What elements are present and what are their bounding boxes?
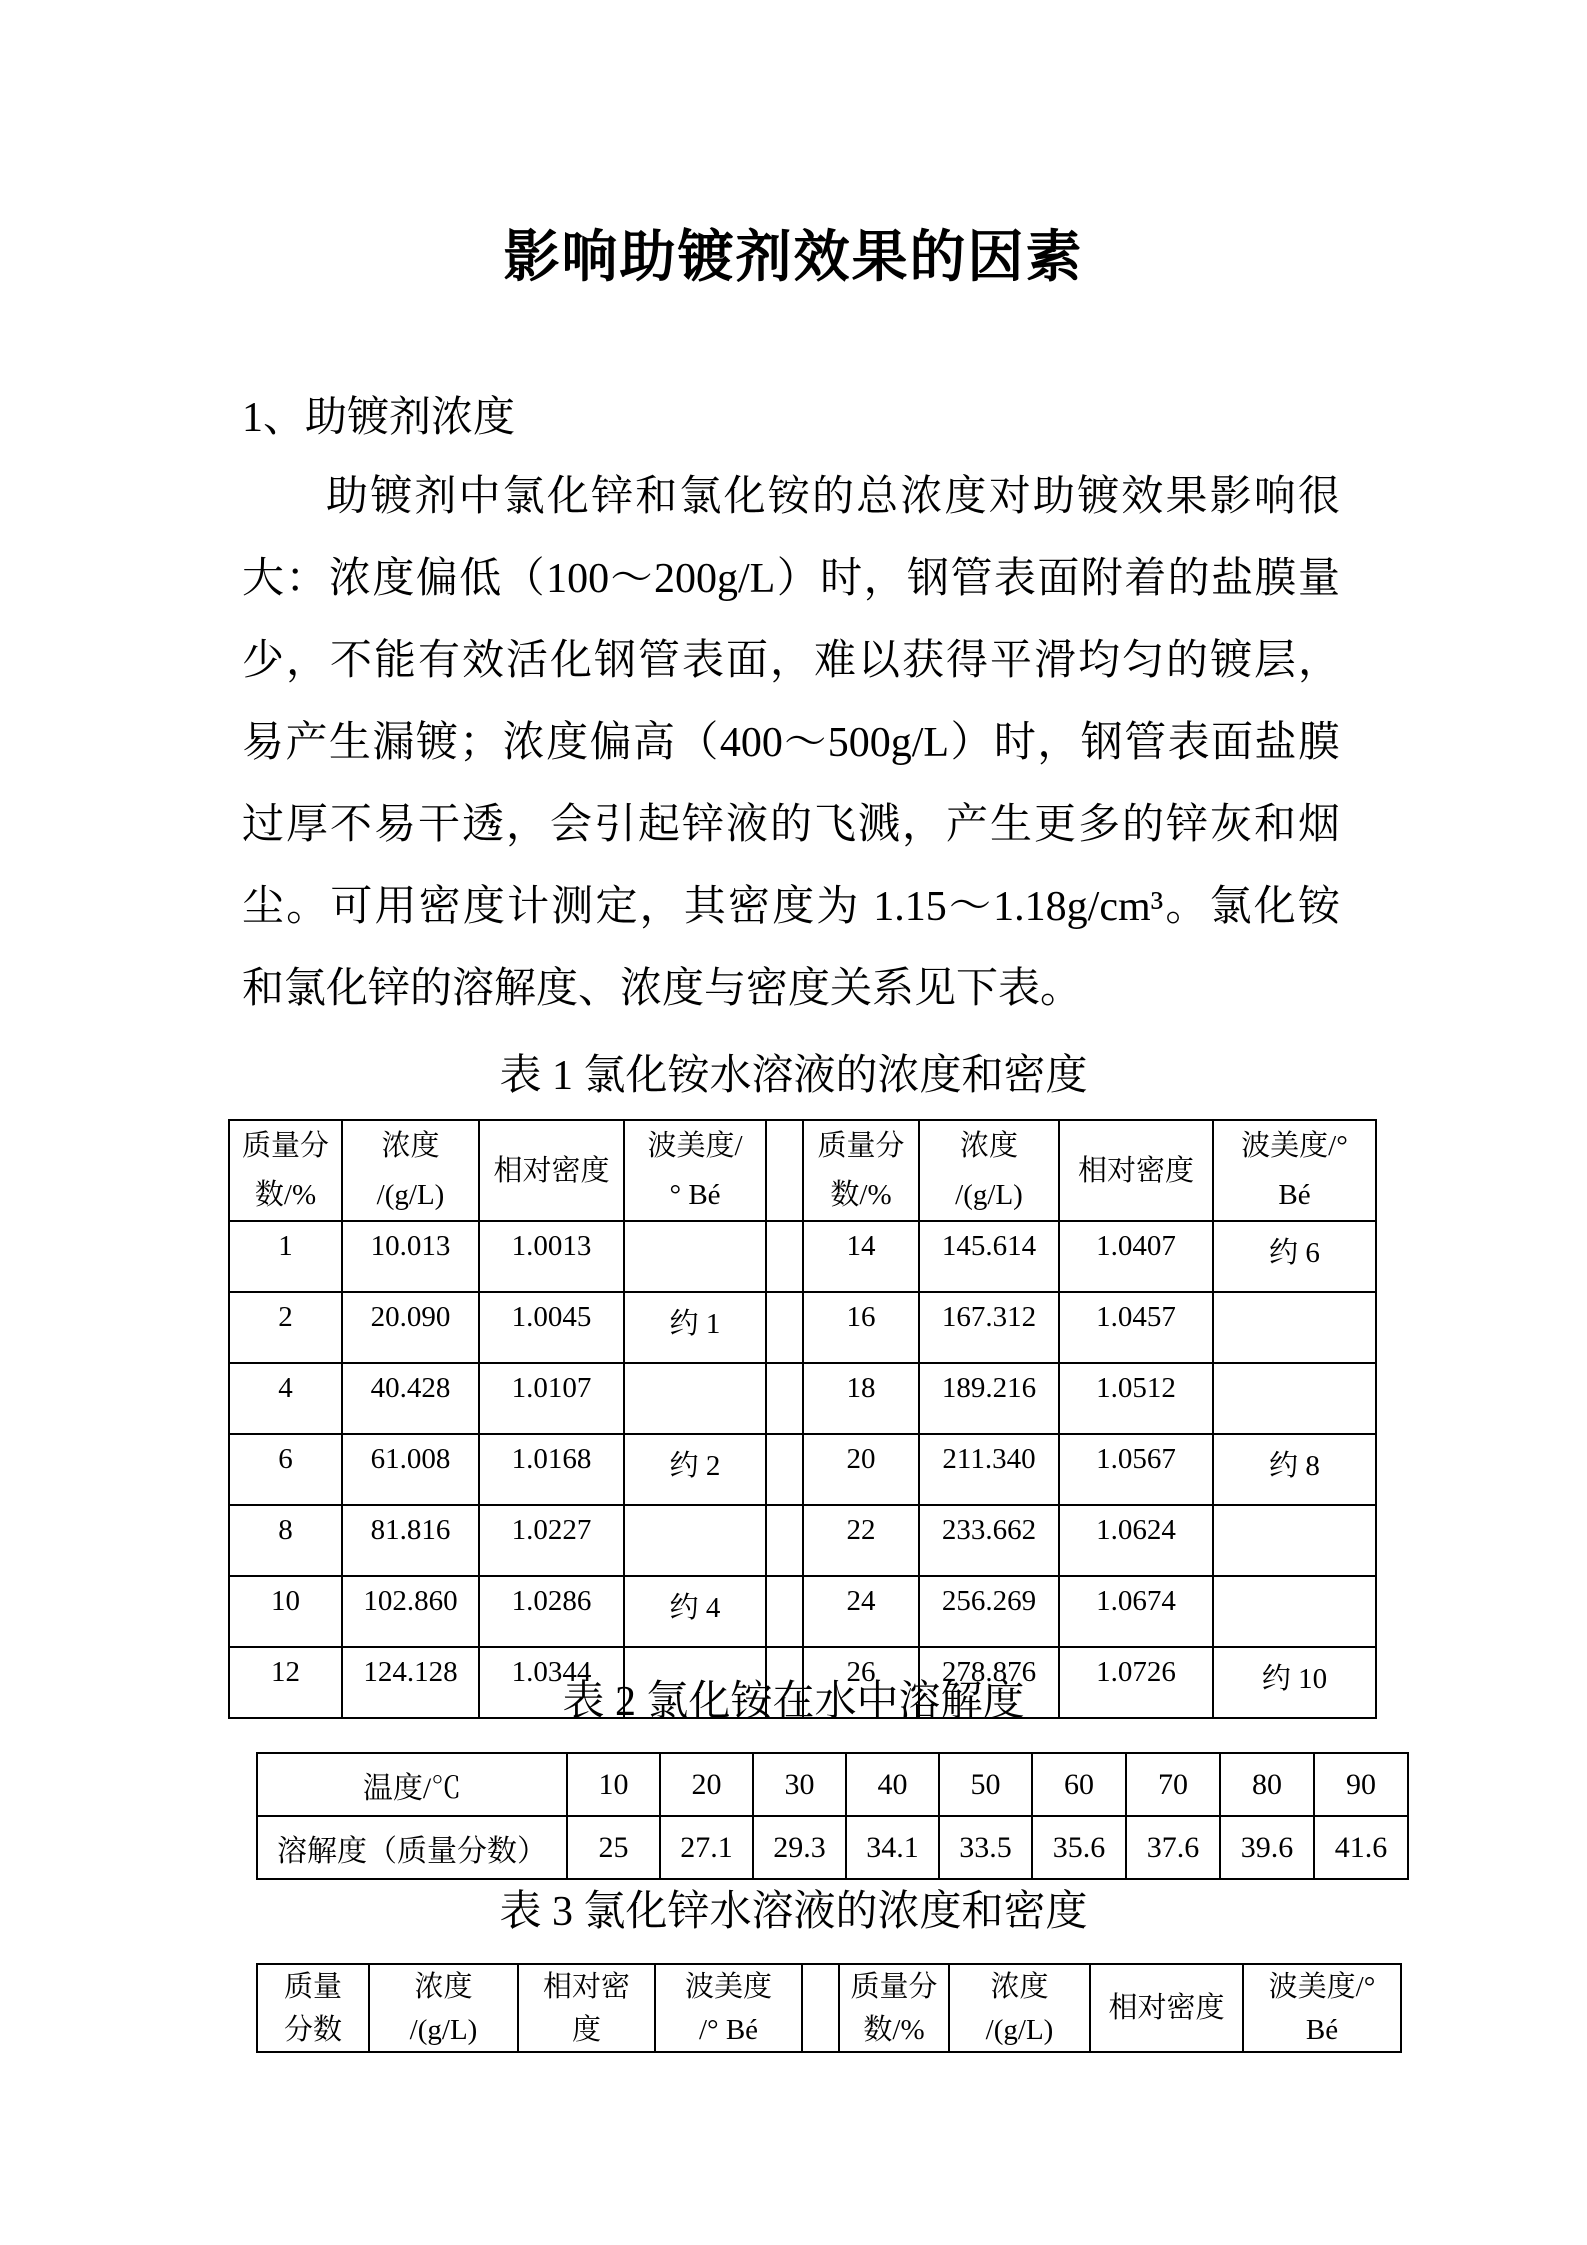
- table2-title: 表 2 氯化铵在水中溶解度: [562, 1679, 1025, 1725]
- cell: 20.090: [342, 1292, 479, 1363]
- section-heading: 1、助镀剂浓度: [242, 395, 516, 441]
- cell: 1.0512: [1059, 1363, 1213, 1434]
- cell: 1.0168: [479, 1434, 624, 1505]
- document-title: 影响助镀剂效果的因素: [503, 227, 1084, 289]
- cell: 145.614: [919, 1221, 1059, 1292]
- cell-spacer: [766, 1292, 803, 1363]
- cell: 1.0457: [1059, 1292, 1213, 1363]
- cell: [1213, 1576, 1376, 1647]
- header-cell: 波美度/ ° Bé: [624, 1120, 766, 1221]
- cell: 约 1: [624, 1292, 766, 1363]
- cell: 1.0344: [479, 1647, 624, 1718]
- header-cell: 浓度 /(g/L): [369, 1964, 518, 2052]
- paragraph-line: 过厚不易干透，会引起锌液的飞溅，产生更多的锌灰和烟: [242, 802, 1340, 848]
- cell: [624, 1505, 766, 1576]
- cell: 1.0227: [479, 1505, 624, 1576]
- cell: 1.0286: [479, 1576, 624, 1647]
- header-cell: 相对密度: [1059, 1120, 1213, 1221]
- header-cell: 相对密度: [479, 1120, 624, 1221]
- table1-header-row: [229, 1120, 1376, 1221]
- cell: 10: [229, 1576, 342, 1647]
- cell-spacer: [766, 1221, 803, 1292]
- cell: 80: [1220, 1753, 1314, 1816]
- cell: 40: [846, 1753, 939, 1816]
- table3-header-row: [257, 1964, 1401, 2052]
- table1-title: 表 1 氯化铵水溶液的浓度和密度: [499, 1053, 1088, 1099]
- paragraph-line: 少，不能有效活化钢管表面，难以获得平滑均匀的镀层，: [242, 638, 1340, 684]
- cell: 约 2: [624, 1434, 766, 1505]
- cell: 1.0726: [1059, 1647, 1213, 1718]
- cell: 29.3: [753, 1816, 846, 1879]
- table3-zinc-chloride-density: [256, 1963, 1402, 2053]
- cell: 50: [939, 1753, 1032, 1816]
- header-cell: 质量分 数/%: [803, 1120, 919, 1221]
- cell: 1.0045: [479, 1292, 624, 1363]
- header-cell: 浓度 /(g/L): [919, 1120, 1059, 1221]
- cell: 167.312: [919, 1292, 1059, 1363]
- cell: 41.6: [1314, 1816, 1408, 1879]
- cell-spacer: [766, 1363, 803, 1434]
- cell: 34.1: [846, 1816, 939, 1879]
- cell: 1.0407: [1059, 1221, 1213, 1292]
- paragraph-line: 尘。可用密度计测定，其密度为 1.15～1.18g/cm³。氯化铵: [242, 884, 1340, 930]
- cell: 27.1: [660, 1816, 753, 1879]
- table2-ammonium-chloride-solubility: [256, 1752, 1409, 1880]
- paragraph-line: 易产生漏镀；浓度偏高（400～500g/L）时，钢管表面盐膜: [242, 720, 1340, 766]
- paragraph-line: 和氯化锌的溶解度、浓度与密度关系见下表。: [242, 966, 1083, 1012]
- header-cell: 浓度 /(g/L): [949, 1964, 1090, 2052]
- cell: 60: [1032, 1753, 1126, 1816]
- header-cell: 波美度/° Bé: [1243, 1964, 1401, 2052]
- cell: 233.662: [919, 1505, 1059, 1576]
- cell: 39.6: [1220, 1816, 1314, 1879]
- paragraph: [242, 456, 1340, 1030]
- row-label: 溶解度（质量分数）: [257, 1816, 567, 1879]
- cell: 35.6: [1032, 1816, 1126, 1879]
- header-cell: 质量 分数: [257, 1964, 369, 2052]
- cell: [1213, 1363, 1376, 1434]
- cell: 1: [229, 1221, 342, 1292]
- cell: 1.0624: [1059, 1505, 1213, 1576]
- cell: 1.0674: [1059, 1576, 1213, 1647]
- header-cell-spacer: [766, 1120, 803, 1221]
- table-row: [229, 1434, 1376, 1505]
- table-row: [229, 1576, 1376, 1647]
- header-cell-spacer: [802, 1964, 839, 2052]
- cell: 278.876: [919, 1647, 1059, 1718]
- cell: 30: [753, 1753, 846, 1816]
- cell: 18: [803, 1363, 919, 1434]
- cell: 256.269: [919, 1576, 1059, 1647]
- cell: 211.340: [919, 1434, 1059, 1505]
- cell: 22: [803, 1505, 919, 1576]
- table-row: [229, 1292, 1376, 1363]
- cell: 约 10: [1213, 1647, 1376, 1718]
- paragraph-line: 助镀剂中氯化锌和氯化铵的总浓度对助镀效果影响很: [326, 474, 1340, 520]
- cell: 25: [567, 1816, 660, 1879]
- cell: 40.428: [342, 1363, 479, 1434]
- cell: 20: [660, 1753, 753, 1816]
- cell: 70: [1126, 1753, 1220, 1816]
- table-row: [257, 1816, 1408, 1879]
- cell: 37.6: [1126, 1816, 1220, 1879]
- cell: 6: [229, 1434, 342, 1505]
- header-cell: 波美度/° Bé: [1213, 1120, 1376, 1221]
- cell: 约 4: [624, 1576, 766, 1647]
- cell: 1.0107: [479, 1363, 624, 1434]
- cell: 1.0567: [1059, 1434, 1213, 1505]
- cell: [624, 1363, 766, 1434]
- table-row: [229, 1505, 1376, 1576]
- cell: [624, 1221, 766, 1292]
- table-row: [229, 1221, 1376, 1292]
- paragraph-line: 大：浓度偏低（100～200g/L）时，钢管表面附着的盐膜量: [242, 556, 1340, 602]
- cell: 12: [229, 1647, 342, 1718]
- cell: 10.013: [342, 1221, 479, 1292]
- cell: 1.0013: [479, 1221, 624, 1292]
- table-row: [229, 1363, 1376, 1434]
- table3-title: 表 3 氯化锌水溶液的浓度和密度: [499, 1889, 1088, 1935]
- cell: 26: [803, 1647, 919, 1718]
- header-cell: 质量分 数/%: [229, 1120, 342, 1221]
- cell: 61.008: [342, 1434, 479, 1505]
- cell: 约 6: [1213, 1221, 1376, 1292]
- cell: 189.216: [919, 1363, 1059, 1434]
- header-cell: 质量分 数/%: [839, 1964, 949, 2052]
- cell: 33.5: [939, 1816, 1032, 1879]
- cell: 20: [803, 1434, 919, 1505]
- cell: 约 8: [1213, 1434, 1376, 1505]
- cell: 2: [229, 1292, 342, 1363]
- cell: 4: [229, 1363, 342, 1434]
- cell: 10: [567, 1753, 660, 1816]
- header-cell: 相对密度: [1090, 1964, 1243, 2052]
- header-cell: 浓度 /(g/L): [342, 1120, 479, 1221]
- cell-spacer: [766, 1434, 803, 1505]
- row-label: 温度/℃: [257, 1753, 567, 1816]
- cell: 102.860: [342, 1576, 479, 1647]
- table-row: [257, 1753, 1408, 1816]
- header-cell: 相对密 度: [518, 1964, 655, 2052]
- cell: [1213, 1292, 1376, 1363]
- cell: 81.816: [342, 1505, 479, 1576]
- cell: 124.128: [342, 1647, 479, 1718]
- header-cell: 波美度 /° Bé: [655, 1964, 802, 2052]
- cell: 14: [803, 1221, 919, 1292]
- cell-spacer: [766, 1505, 803, 1576]
- cell: 90: [1314, 1753, 1408, 1816]
- cell: 16: [803, 1292, 919, 1363]
- cell-spacer: [766, 1576, 803, 1647]
- table1-ammonium-chloride-density: [228, 1119, 1377, 1719]
- cell: 8: [229, 1505, 342, 1576]
- cell: [1213, 1505, 1376, 1576]
- cell: 24: [803, 1576, 919, 1647]
